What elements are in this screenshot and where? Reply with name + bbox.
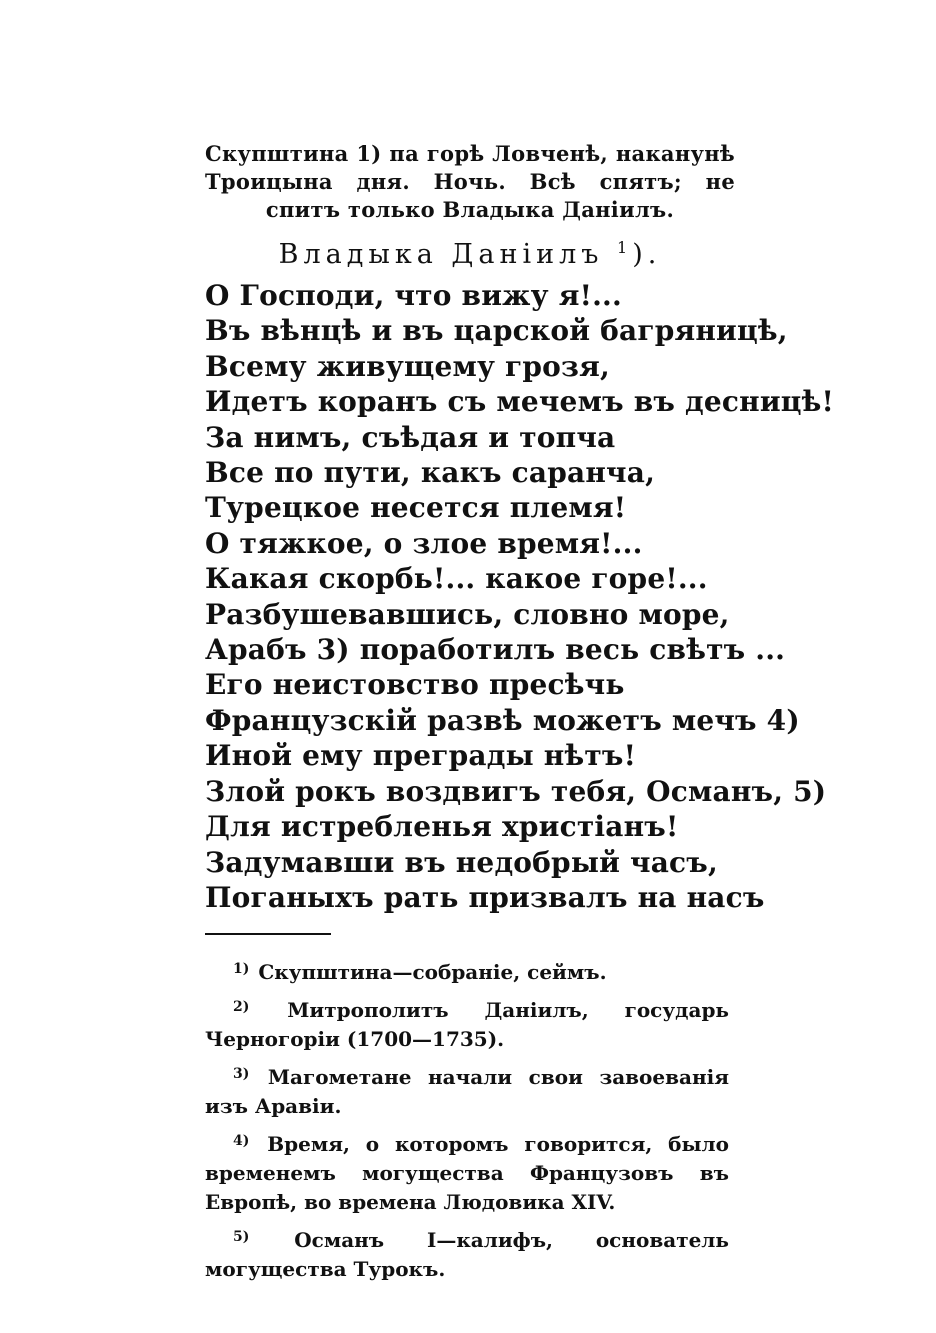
verse-line: Его неистовство пресѣчь bbox=[205, 668, 625, 702]
verse-line: Въ вѣнцѣ и въ царской багряницѣ, bbox=[205, 314, 788, 348]
footnote bbox=[205, 955, 729, 987]
footnote-text: Время, о которомъ говорится, было временемъ могущества Французовъ въ Европѣ, во времена Людовика XIV. bbox=[205, 1132, 729, 1214]
speaker-name: Владыка Даніилъ bbox=[278, 239, 604, 270]
verse-line: Разбушевавшись, словно море, bbox=[205, 597, 730, 631]
poem bbox=[205, 278, 835, 915]
verse-line: Иной ему преграды нѣтъ! bbox=[205, 739, 637, 773]
verse-line: О Господи, что вижу я!... bbox=[205, 279, 622, 312]
footnote-text: Магометане начали свои завоеванія изъ Аравіи. bbox=[205, 1065, 729, 1118]
footnotes bbox=[205, 955, 729, 1290]
footnote bbox=[205, 993, 729, 1054]
verse-line: Все по пути, какъ саранча, bbox=[205, 456, 656, 490]
verse-line: За нимъ, съѣдая и топча bbox=[205, 420, 616, 454]
footnote bbox=[205, 1223, 729, 1284]
footnote-text: Скупштина—собраніе, сеймъ. bbox=[258, 960, 607, 984]
speaker-heading bbox=[205, 238, 735, 272]
footnote-number: 4) bbox=[233, 1133, 250, 1149]
verse-line: Какая скорбь!... какое горе!... bbox=[205, 562, 708, 596]
footnote-divider bbox=[205, 933, 331, 935]
footnote bbox=[205, 1060, 729, 1121]
footnote-number: 3) bbox=[233, 1066, 250, 1082]
text-block bbox=[205, 140, 835, 915]
verse-line: О тяжкое, о злое время!... bbox=[205, 526, 643, 560]
footnote bbox=[205, 1127, 729, 1217]
footnote-text: Османъ I—калифъ, основатель могущества Турокъ. bbox=[205, 1228, 729, 1281]
verse-line: Всему живущему грозя, bbox=[205, 349, 610, 383]
footnote-number: 1) bbox=[233, 961, 250, 977]
verse-line: Арабъ 3) поработилъ весь свѣтъ ... bbox=[205, 633, 786, 667]
footnote-number: 2) bbox=[233, 999, 250, 1015]
footnote-number: 5) bbox=[233, 1229, 250, 1245]
stage-direction: Скупштина 1) па горѣ Ловченѣ, наканунѣ Троицына дня. Ночь. Всѣ спятъ; не спитъ только Владыка Даніилъ. bbox=[205, 141, 735, 222]
verse-line: Для истребленья христіанъ! bbox=[205, 810, 679, 844]
speaker-footnote-mark: 1 bbox=[617, 238, 633, 257]
verse-line: Турецкое несется племя! bbox=[205, 491, 627, 525]
footnote-text: Митрополитъ Даніилъ, государь Черногоріи (1700—1735). bbox=[205, 998, 730, 1051]
verse-line: Задумавши въ недобрый часъ, bbox=[205, 845, 718, 879]
verse-line: Французскій развѣ можетъ мечъ 4) bbox=[205, 703, 800, 737]
verse-line: Злой рокъ воздвигъ тебя, Османъ, 5) bbox=[205, 774, 827, 808]
verse-line: Идетъ коранъ съ мечемъ въ десницѣ! bbox=[205, 385, 835, 419]
speaker-heading-end: ). bbox=[632, 239, 662, 270]
verse-line: Поганыхъ рать призвалъ на насъ bbox=[205, 880, 765, 914]
